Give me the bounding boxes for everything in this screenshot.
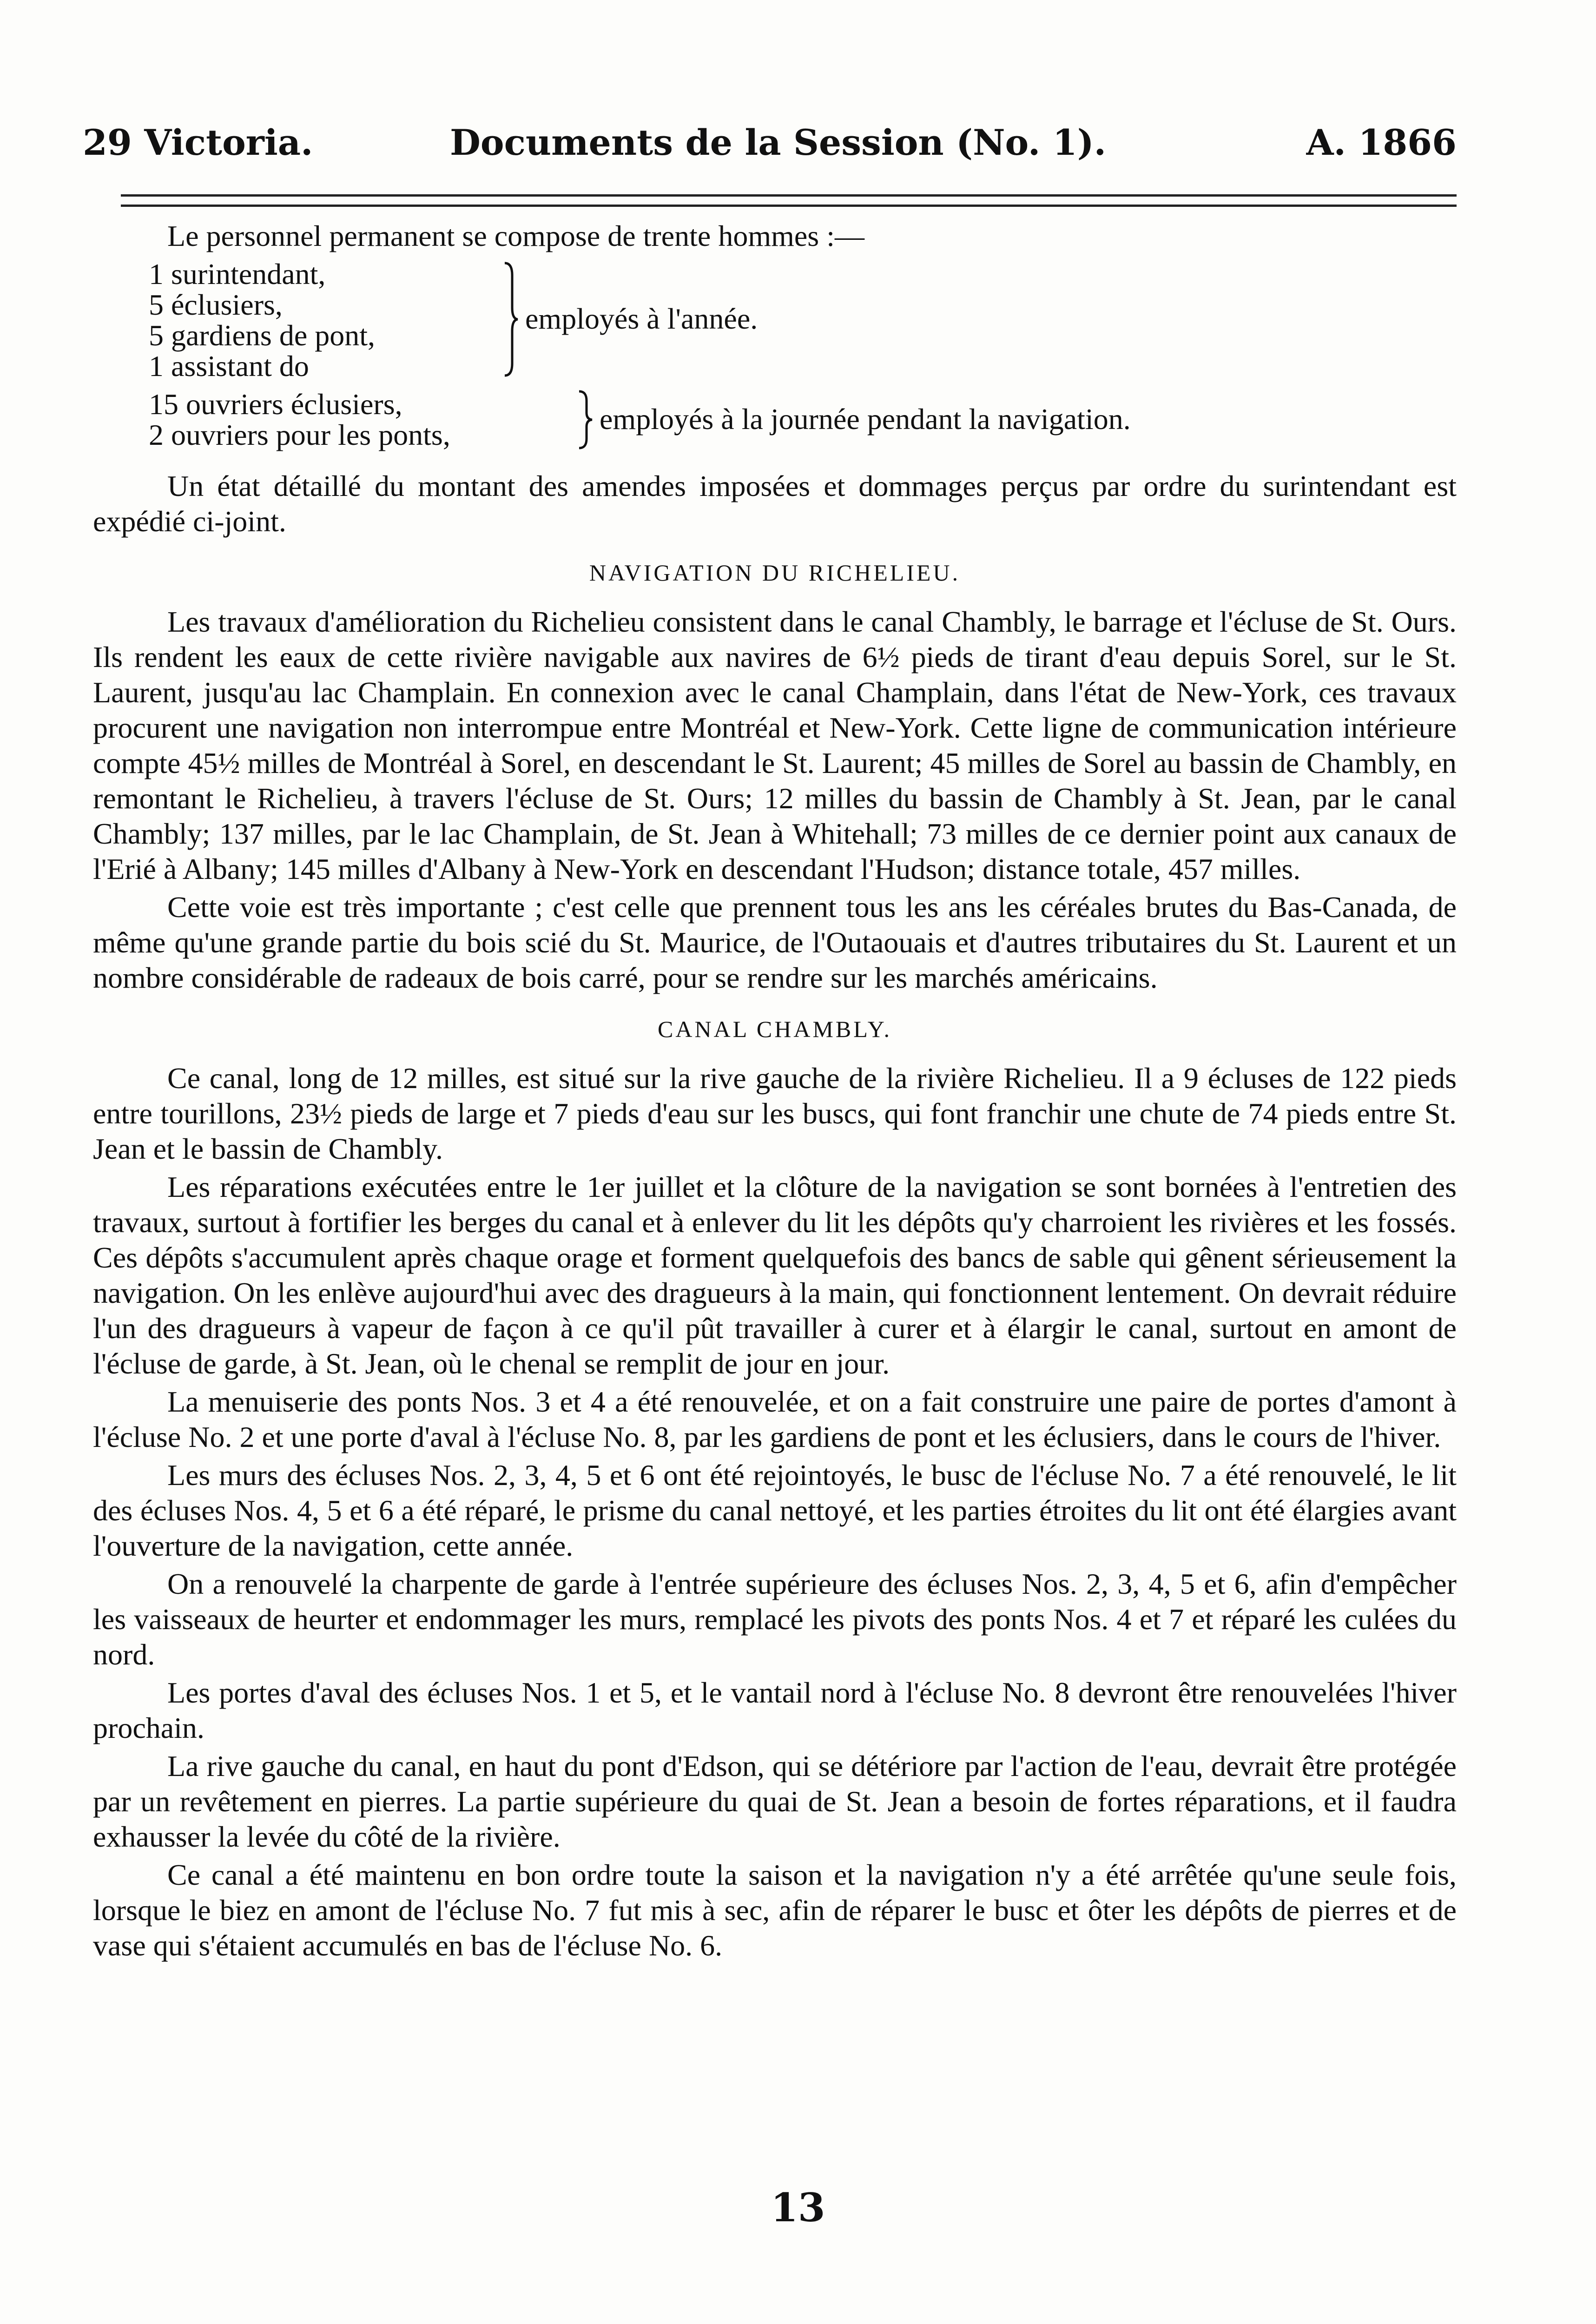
brace-daily xyxy=(576,390,595,450)
paragraph: Les travaux d'amélioration du Richelieu consistent dans le canal Chambly, le barrage et l'écluse de St. Ours. Ils rendent les eaux de cette rivière navigable aux navires de 6½ pieds de tirant d'eau depuis Sorel, sur le St. Laurent, jusqu'au lac Champlain. En connexion avec le canal Champlain, dans l'état de New-York, ces travaux procurent une navigation non interrompue entre Montréal et New-York. Cette ligne de communication intérieure compte 45½ milles de Montréal à Sorel, en descendant le St. Laurent; 45 milles de Sorel au bassin de Chambly, en remontant le Richelieu, à travers l'écluse de St. Ours; 12 milles du bassin de Chambly à St. Jean, par le canal Chambly; 137 milles, par le lac Champlain, de St. Jean à Whitehall; 73 milles de ce dernier point aux canaux de l'Erié à Albany; 145 milles d'Albany à New-York en descendant l'Hudson; distance totale, 457 milles. xyxy=(93,605,1457,885)
paragraph: Ce canal, long de 12 milles, est situé sur la rive gauche de la rivière Richelieu. Il a 9 écluses de 122 pieds entre tourillons, 23½ pieds de large et 7 pieds d'eau sur les buscs, qui font franchir une chute de 74 pieds entre St. Jean et le bassin de Chambly. xyxy=(93,1062,1457,1165)
fines-paragraph: Un état détaillé du montant des amendes imposées et dommages perçus par ordre du surintendant est expédié ci-joint. xyxy=(93,469,1457,538)
staff-item: 5 gardiens de pont, xyxy=(149,319,375,352)
section-title-richelieu: NAVIGATION DU RICHELIEU. xyxy=(589,560,961,586)
page-number: 13 xyxy=(771,2185,825,2231)
staff-item: 5 éclusiers, xyxy=(149,288,283,321)
page-body xyxy=(93,218,1457,1966)
staff-list xyxy=(93,257,1457,466)
paragraph: Les portes d'aval des écluses Nos. 1 et 5, et le vantail nord à l'écluse No. 8 devront être renouvelées l'hiver prochain. xyxy=(93,1676,1457,1744)
daily-note: employés à la journée pendant la navigation. xyxy=(600,403,1131,436)
staff-item: 2 ouvriers pour les ponts, xyxy=(149,418,450,451)
header-rule-top xyxy=(121,194,1457,197)
staff-item: 1 assistant do xyxy=(149,350,309,383)
header-volume: 29 Victoria. xyxy=(83,122,313,163)
paragraph: Les murs des écluses Nos. 2, 3, 4, 5 et 6 ont été rejointoyés, le busc de l'écluse No. 7 a été renouvelé, le lit des écluses Nos. 4, 5 et 6 a été réparé, le prisme du canal nettoyé, et les parties étroites du lit ont été élargies avant l'ouverture de la navigation, cette année. xyxy=(93,1459,1457,1562)
paragraph: On a renouvelé la charpente de garde à l'entrée supérieure des écluses Nos. 2, 3, 4, 5 et 6, afin d'empêcher les vaisseaux de heurter et endommager les murs, remplacé les pivots des ponts Nos. 4 et 7 et réparé les culées du nord. xyxy=(93,1567,1457,1671)
brace-annual xyxy=(502,261,521,377)
annual-note: employés à l'année. xyxy=(525,302,758,335)
paragraph: Les réparations exécutées entre le 1er juillet et la clôture de la navigation se sont bornées à l'entretien des travaux, surtout à fortifier les berges du canal et à enlever du lit les dépôts qu'y charroient les rivières et les fossés. Ces dépôts s'accumulent après chaque orage et forment quelquefois des bancs de sable qui gênent sérieusement la navigation. On les enlève aujourd'hui avec des dragueurs à la main, qui fonctionnent lentement. On devrait réduire l'un des dragueurs à vapeur de façon à ce qu'il pût travailler à curer et à élargir le canal, surtout en amont de l'écluse de garde, à St. Jean, où le chenal se remplit de jour en jour. xyxy=(93,1170,1457,1380)
paragraph: La rive gauche du canal, en haut du pont d'Edson, qui se détériore par l'action de l'eau, devrait être protégée par un revêtement en pierres. La partie supérieure du quai de St. Jean a besoin de fortes réparations, et il faudra exhausser la levée du côté de la rivière. xyxy=(93,1750,1457,1853)
paragraph: La menuiserie des ponts Nos. 3 et 4 a été renouvelée, et on a fait construire une paire de portes d'amont à l'écluse No. 2 et une porte d'aval à l'écluse No. 8, par les gardiens de pont et les éclusiers, dans le cours de l'hiver. xyxy=(93,1385,1457,1453)
header-rule-bottom xyxy=(121,205,1457,207)
header-year: A. 1866 xyxy=(1306,122,1457,163)
header-title: Documents de la Session (No. 1). xyxy=(450,122,1107,163)
staff-item: 1 surintendant, xyxy=(149,257,326,290)
staff-item: 15 ouvriers éclusiers, xyxy=(149,388,402,421)
staff-intro: Le personnel permanent se compose de trente hommes :— xyxy=(167,219,864,252)
section-title-chambly: CANAL CHAMBLY. xyxy=(658,1016,892,1042)
running-header xyxy=(83,122,1457,173)
paragraph: Cette voie est très importante ; c'est celle que prennent tous les ans les céréales brutes du Bas-Canada, de même qu'une grande partie du bois scié du St. Maurice, de l'Outaouais et d'autres tributaires du St. Laurent et un nombre considérable de radeaux de bois carré, pour se rendre sur les marchés américains. xyxy=(93,891,1457,994)
paragraph: Ce canal a été maintenu en bon ordre toute la saison et la navigation n'y a été arrêtée qu'une seule fois, lorsque le biez en amont de l'écluse No. 7 fut mis à sec, afin de réparer le busc et ôter les dépôts de pierres et de vase qui s'étaient accumulés en bas de l'écluse No. 6. xyxy=(93,1858,1457,1962)
